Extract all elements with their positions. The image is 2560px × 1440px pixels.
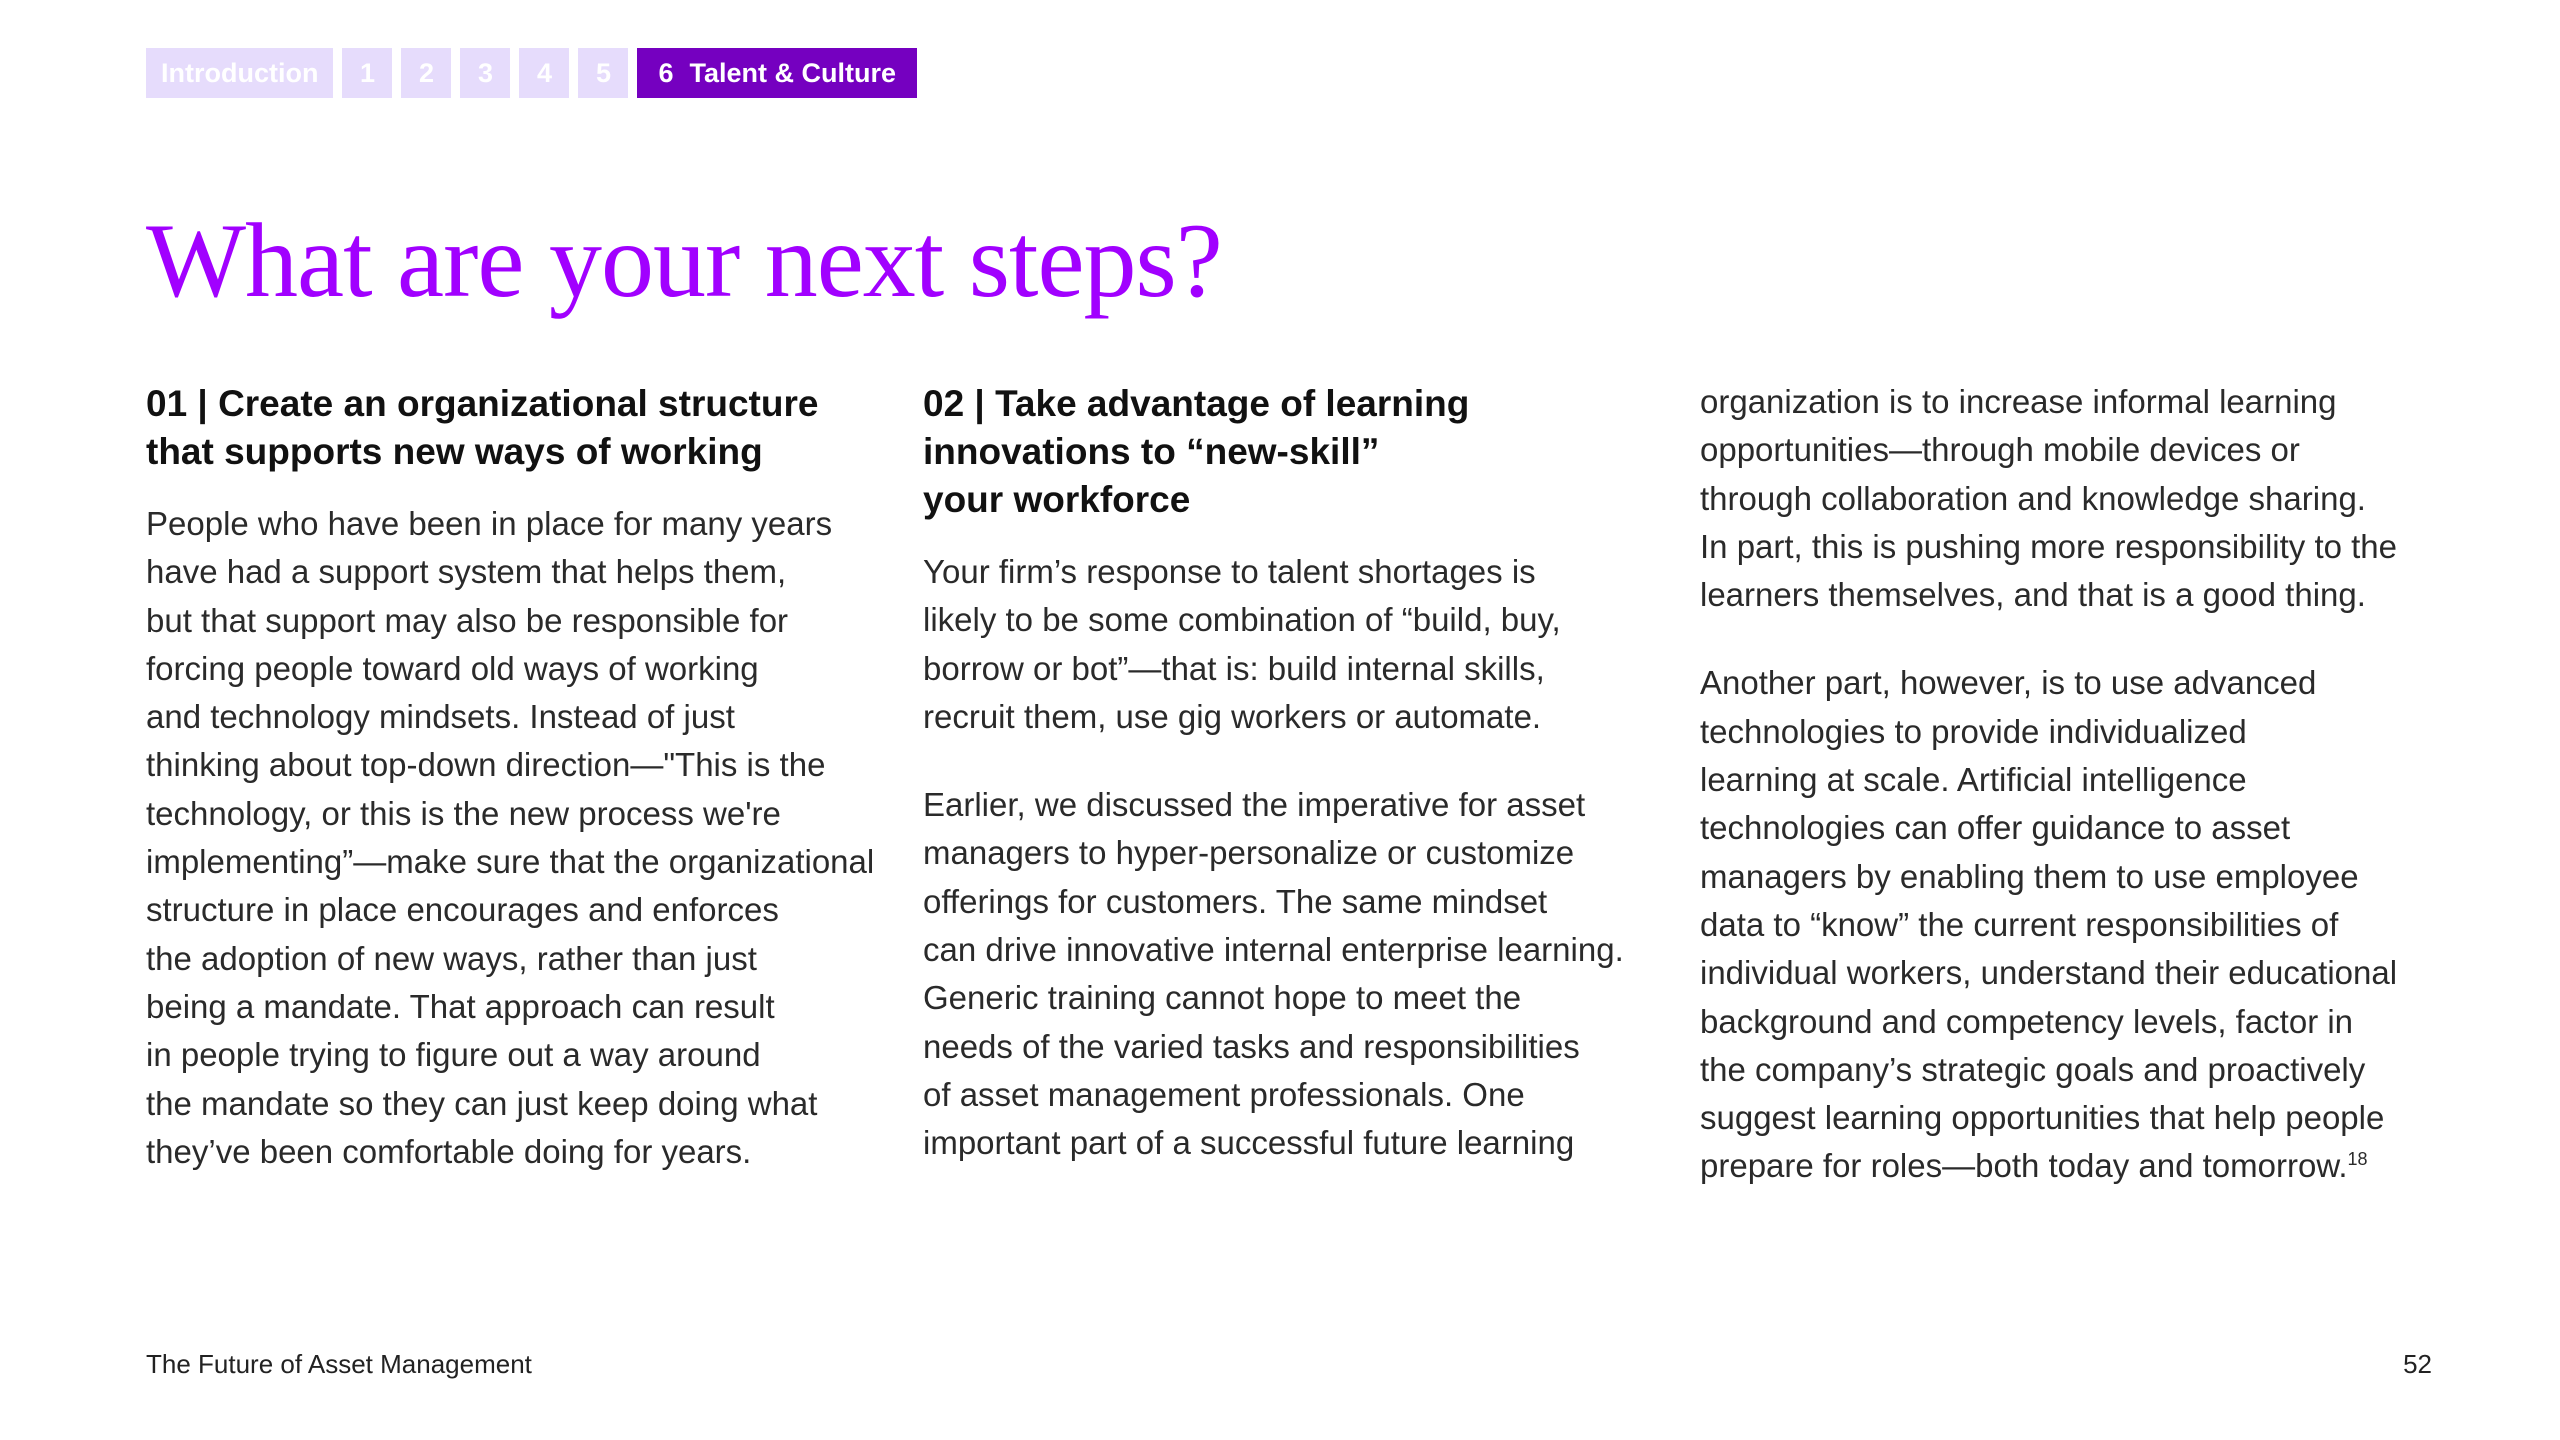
column-2-body (923, 548, 1653, 1168)
column-3-paragraph-2-text: Another part, however, is to use advanced technologies to provide individualized learning at scale. Artificial intelligence technologies can offer guidance to asset managers by enabling them to use employee data to “know” the current responsibilities of individual workers, understand their educational background and competency levels, factor in the company’s strategic goals and proactively suggest learning opportunities that help people prepare for roles—both today and tomorrow. (1700, 664, 2398, 1185)
nav-tab-talent-culture[interactable] (637, 48, 917, 98)
footer-document-title: The Future of Asset Management (146, 1349, 532, 1379)
column-2 (923, 380, 1653, 1208)
column-3-paragraph-2 (1700, 659, 2430, 1190)
section-heading-01: 01 | Create an organizational structure that supports new ways of working (146, 383, 819, 472)
nav-tab-5[interactable]: 5 (578, 48, 628, 98)
column-3-body (1700, 378, 2430, 1191)
page-title: What are your next steps? (146, 202, 1222, 319)
nav-tab-1[interactable]: 1 (342, 48, 392, 98)
nav-tab-active-label: Talent & Culture (689, 58, 897, 88)
nav-tab-active-number: 6 (658, 58, 674, 88)
section-navigation (146, 48, 917, 98)
nav-tab-2[interactable]: 2 (401, 48, 451, 98)
nav-tab-introduction[interactable]: Introduction (146, 48, 333, 98)
page-number: 52 (2403, 1349, 2432, 1379)
section-heading-02: 02 | Take advantage of learning innovations to “new-skill” your workforce (923, 383, 1470, 520)
column-1 (146, 380, 876, 1216)
nav-tab-4[interactable]: 4 (519, 48, 569, 98)
column-3-paragraph-1: organization is to increase informal learning opportunities—through mobile devices or through collaboration and knowledge sharing. In part, this is pushing more responsibility to the learners themselves, and that is a good thing. (1700, 383, 2398, 614)
nav-tab-3[interactable]: 3 (460, 48, 510, 98)
footnote-reference[interactable]: 18 (2347, 1149, 2368, 1170)
column-2-paragraph-1: Your firm’s response to talent shortages is likely to be some combination of “build, buy, borrow or bot”—that is: build internal skills, recruit them, use gig workers or automate. (923, 553, 1561, 735)
column-3 (1700, 378, 2430, 1231)
column-1-paragraph-1: People who have been in place for many years have had a support system that helps them, but that support may also be responsible for forcing people toward old ways of working and technology mindsets. Instead of just thinking about top-down direction—"This is the technology, or this is the new process we're implementing”—make sure that the organizational structure in place encourages and enforces the adoption of new ways, rather than just being a mandate. That approach can result in people trying to figure out a way around the mandate so they can just keep doing what they’ve been comfortable doing for years. (146, 505, 875, 1170)
column-2-paragraph-2: Earlier, we discussed the imperative for asset managers to hyper-personalize or customize offerings for customers. The same mindset can drive innovative internal enterprise learning. Generic training cannot hope to meet the needs of the varied tasks and responsibilities of asset management professionals. One important part of a successful future learning (923, 786, 1624, 1162)
column-1-body (146, 500, 876, 1176)
